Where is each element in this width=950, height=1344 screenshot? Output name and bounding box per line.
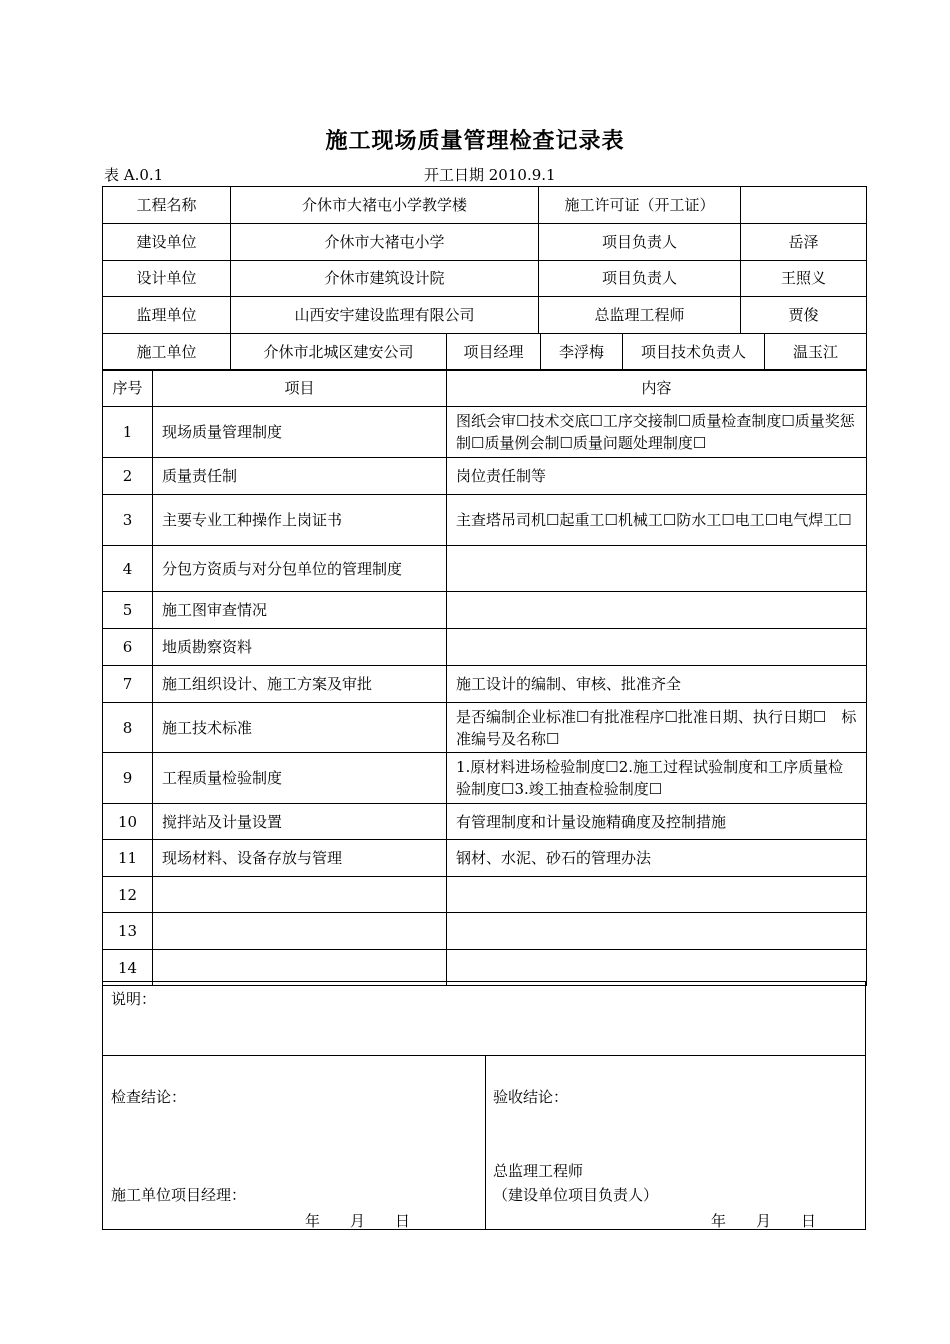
- accept-signer-line1: 总监理工程师: [493, 1162, 584, 1180]
- row-item: 搅拌站及计量设置: [153, 804, 447, 840]
- row-no: 3: [103, 495, 153, 546]
- table-row: [103, 666, 867, 703]
- row-item: 质量责任制: [153, 458, 447, 495]
- designer-label: 设计单位: [103, 260, 231, 297]
- supervisor-label: 监理单位: [103, 297, 231, 334]
- builder: 介休市大褚屯小学: [231, 223, 539, 260]
- row-no: 7: [103, 666, 153, 703]
- pm-label: 项目经理: [447, 334, 541, 371]
- row-no: 6: [103, 629, 153, 666]
- table-row: [103, 407, 867, 458]
- row-content: 有管理制度和计量设施精确度及控制措施: [447, 804, 867, 840]
- permit-label: 施工许可证（开工证）: [539, 187, 741, 224]
- row-item: 地质勘察资料: [153, 629, 447, 666]
- builder-label: 建设单位: [103, 223, 231, 260]
- row-content: 1.原材料进场检验制度☐2.施工过程试验制度和工序质量检验制度☐3.竣工抽查检验制度☐: [447, 753, 867, 804]
- page-title: 施工现场质量管理检查记录表: [325, 128, 625, 154]
- accept-conclusion-label: 验收结论：: [493, 1088, 569, 1106]
- conclusion-section: [102, 1055, 866, 1230]
- table-row: [103, 913, 867, 950]
- table-row: [103, 703, 867, 753]
- table-header: [103, 370, 867, 407]
- row-content: 是否编制企业标准☐有批准程序☐批准日期、执行日期☐ 标准编号及名称☐: [447, 703, 867, 753]
- accept-signer-line2: （建设单位项目负责人）: [493, 1186, 659, 1204]
- table-row: [103, 840, 867, 877]
- row-content: 岗位责任制等: [447, 458, 867, 495]
- row-no: 8: [103, 703, 153, 753]
- col-no-header: 序号: [103, 370, 153, 407]
- note-label: 说明：: [111, 990, 157, 1008]
- chief-engineer: 贾俊: [741, 297, 867, 334]
- row-no: 10: [103, 804, 153, 840]
- accept-date: 年 月 日: [711, 1212, 817, 1230]
- row-content: 施工设计的编制、审核、批准齐全: [447, 666, 867, 703]
- row-no: 14: [103, 950, 153, 986]
- tech-lead-label: 项目技术负责人: [623, 334, 765, 371]
- supervisor: 山西安宇建设监理有限公司: [231, 297, 539, 334]
- info-row-supervisor: [103, 297, 867, 334]
- info-row-contractor: [103, 334, 867, 371]
- row-item: [153, 877, 447, 913]
- row-item: 工程质量检验制度: [153, 753, 447, 804]
- contractor: 介休市北城区建安公司: [231, 334, 447, 371]
- row-no: 4: [103, 546, 153, 592]
- row-item: 主要专业工种操作上岗证书: [153, 495, 447, 546]
- check-date: 年 月 日: [305, 1212, 411, 1230]
- designer: 介休市建筑设计院: [231, 260, 539, 297]
- row-no: 1: [103, 407, 153, 458]
- row-content: 主查塔吊司机☐起重工☐机械工☐防水工☐电工☐电气焊工☐: [447, 495, 867, 546]
- row-no: 12: [103, 877, 153, 913]
- check-signer-label: 施工单位项目经理：: [111, 1186, 247, 1204]
- row-item: 现场质量管理制度: [153, 407, 447, 458]
- row-item: 施工组织设计、施工方案及审批: [153, 666, 447, 703]
- contractor-label: 施工单位: [103, 334, 231, 371]
- check-conclusion-panel: [103, 1056, 486, 1229]
- pm: 李浮梅: [541, 334, 623, 371]
- row-no: 11: [103, 840, 153, 877]
- table-row: [103, 592, 867, 629]
- row-item: 现场材料、设备存放与管理: [153, 840, 447, 877]
- row-content: 钢材、水泥、砂石的管理办法: [447, 840, 867, 877]
- row-content: 图纸会审☐技术交底☐工序交接制☐质量检查制度☐质量奖惩制☐质量例会制☐质量问题处理制度☐: [447, 407, 867, 458]
- table-row: [103, 804, 867, 840]
- row-no: 5: [103, 592, 153, 629]
- table-row: [103, 458, 867, 495]
- project-name: 介休市大褚屯小学教学楼: [231, 187, 539, 224]
- row-content: [447, 592, 867, 629]
- contractor-table: [102, 333, 867, 371]
- row-content: [447, 629, 867, 666]
- designer-lead: 王照义: [741, 260, 867, 297]
- row-content: [447, 546, 867, 592]
- table-row: [103, 877, 867, 913]
- row-item: 施工技术标准: [153, 703, 447, 753]
- builder-lead: 岳泽: [741, 223, 867, 260]
- row-item: 施工图审查情况: [153, 592, 447, 629]
- col-item-header: 项目: [153, 370, 447, 407]
- table-row: [103, 546, 867, 592]
- table-row: [103, 753, 867, 804]
- row-content: [447, 913, 867, 950]
- row-item: 分包方资质与对分包单位的管理制度: [153, 546, 447, 592]
- table-row: [103, 495, 867, 546]
- chief-engineer-label: 总监理工程师: [539, 297, 741, 334]
- permit-value: [741, 187, 867, 224]
- builder-lead-label: 项目负责人: [539, 223, 741, 260]
- info-row-project: [103, 187, 867, 224]
- form-code: 表 A.0.1: [104, 166, 164, 184]
- table-row: [103, 629, 867, 666]
- tech-lead: 温玉江: [765, 334, 867, 371]
- row-no: 13: [103, 913, 153, 950]
- row-no: 9: [103, 753, 153, 804]
- check-conclusion-label: 检查结论：: [111, 1088, 187, 1106]
- checklist-table: [102, 369, 867, 986]
- note-box: [102, 981, 866, 1056]
- info-row-designer: [103, 260, 867, 297]
- project-name-label: 工程名称: [103, 187, 231, 224]
- row-content: [447, 877, 867, 913]
- designer-lead-label: 项目负责人: [539, 260, 741, 297]
- col-content-header: 内容: [447, 370, 867, 407]
- row-item: [153, 913, 447, 950]
- info-row-builder: [103, 223, 867, 260]
- accept-conclusion-panel: [485, 1056, 865, 1229]
- project-info-table: [102, 186, 867, 334]
- row-no: 2: [103, 458, 153, 495]
- start-date: 开工日期 2010.9.1: [424, 166, 556, 184]
